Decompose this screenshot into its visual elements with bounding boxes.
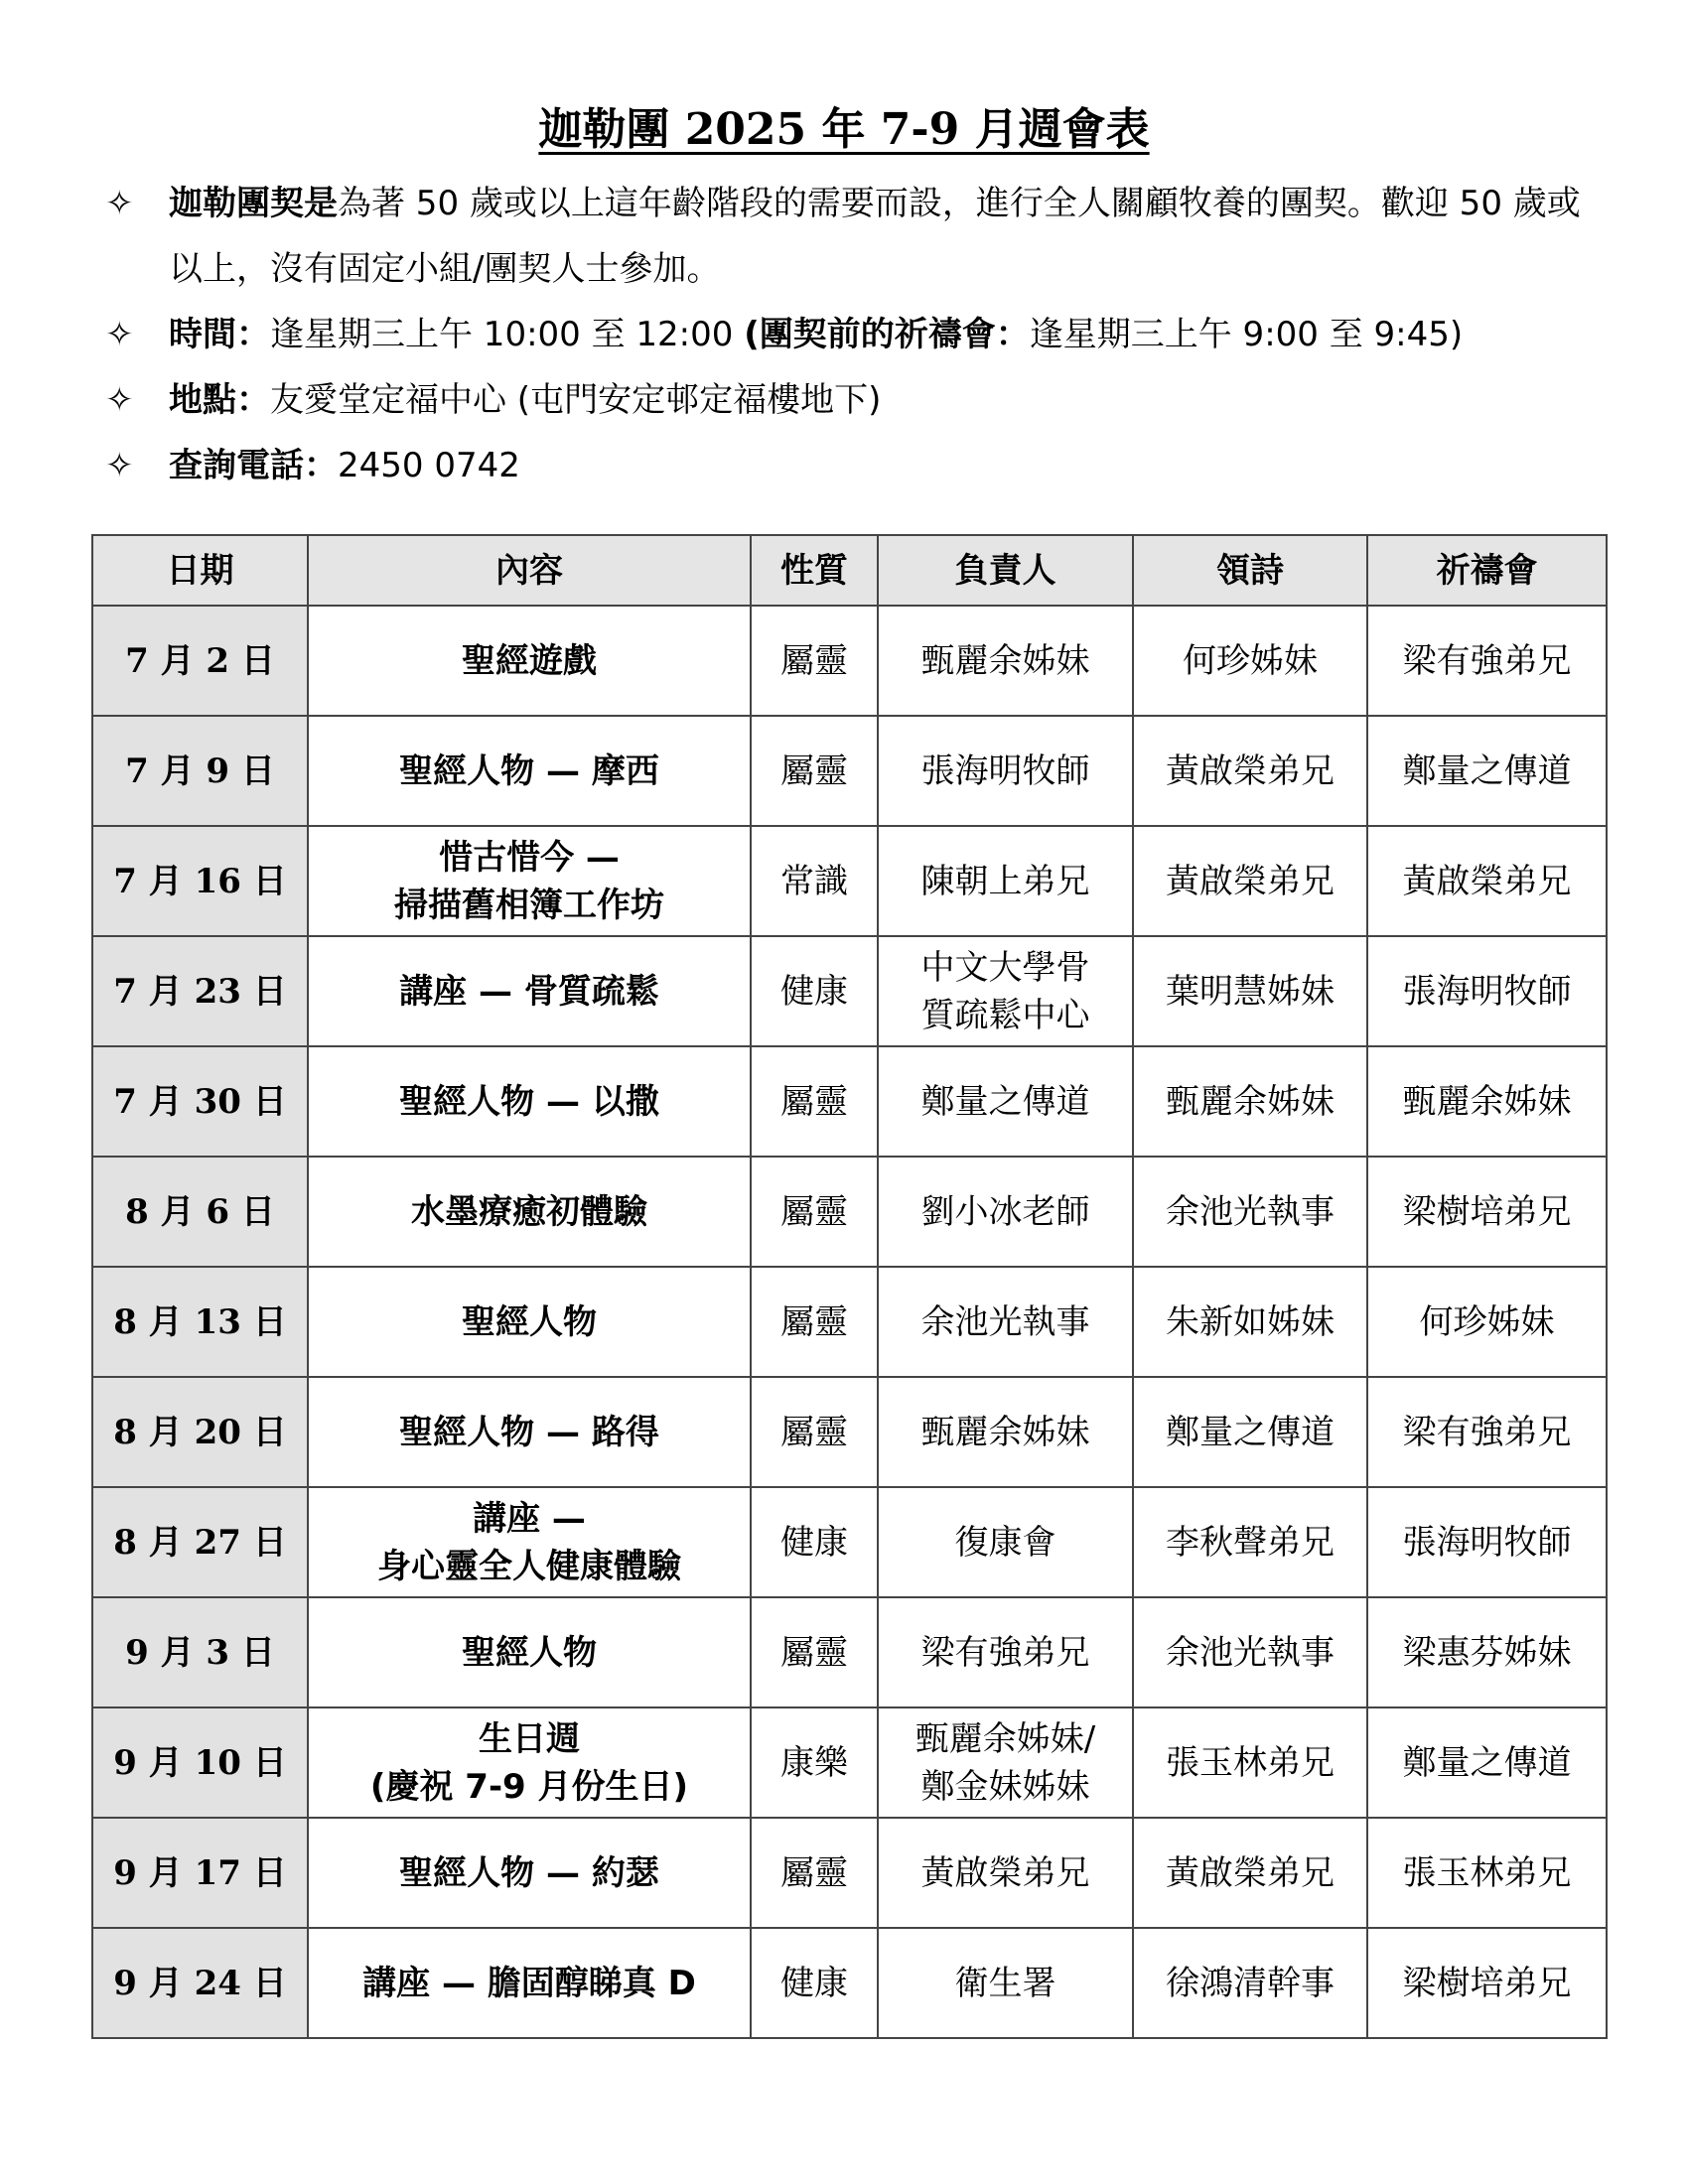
cell-person: 梁有強弟兄: [878, 1597, 1133, 1707]
cell-content: 惜古惜今 — 掃描舊相簿工作坊: [308, 826, 751, 936]
cell-nature: 屬靈: [751, 1597, 878, 1707]
cell-nature: 屬靈: [751, 716, 878, 826]
cell-prayer: 甄麗余姊妹: [1367, 1046, 1607, 1157]
cell-person: 余池光執事: [878, 1267, 1133, 1377]
table-row: [92, 1487, 1607, 1597]
place-label: 地點：: [169, 380, 270, 420]
place-text: 友愛堂定福中心 (屯門安定邨定福樓地下): [270, 380, 882, 420]
table-row: [92, 1928, 1607, 2038]
intro-text: 為著 50 歲或以上這年齡階段的需要而設，進行全人關顧牧養的團契。歡迎 50 歲或以上，沒有固定小組/團契人士參加。: [169, 184, 1581, 289]
cell-person: 張海明牧師: [878, 716, 1133, 826]
cell-date: 8 月 13 日: [92, 1267, 308, 1377]
cell-date: 7 月 16 日: [92, 826, 308, 936]
cell-nature: 屬靈: [751, 1046, 878, 1157]
cell-content: 講座 — 膽固醇睇真 D: [308, 1928, 751, 2038]
cell-nature: 健康: [751, 936, 878, 1046]
table-row: [92, 1707, 1607, 1818]
cell-nature: 常識: [751, 826, 878, 936]
cell-content: 水墨療癒初體驗: [308, 1157, 751, 1267]
page-title-text: 迦勒團 2025 年 7-9 月週會表: [538, 104, 1150, 155]
table-body: [92, 606, 1607, 2038]
cell-person: 甄麗余姊妹: [878, 606, 1133, 716]
cell-prayer: 梁有強弟兄: [1367, 606, 1607, 716]
cell-worship: 李秋聲弟兄: [1133, 1487, 1367, 1597]
cell-content: 聖經人物 — 約瑟: [308, 1818, 751, 1928]
cell-prayer: 梁樹培弟兄: [1367, 1157, 1607, 1267]
cell-prayer: 張海明牧師: [1367, 1487, 1607, 1597]
cell-date: 7 月 30 日: [92, 1046, 308, 1157]
cell-person: 陳朝上弟兄: [878, 826, 1133, 936]
table-row: [92, 936, 1607, 1046]
header-prayer: 祈禱會: [1367, 535, 1607, 606]
cell-date: 9 月 17 日: [92, 1818, 308, 1928]
cell-worship: 朱新如姊妹: [1133, 1267, 1367, 1377]
cell-date: 9 月 3 日: [92, 1597, 308, 1707]
cell-worship: 黃啟榮弟兄: [1133, 716, 1367, 826]
cell-worship: 鄭量之傳道: [1133, 1377, 1367, 1487]
cell-nature: 屬靈: [751, 1377, 878, 1487]
cell-prayer: 張海明牧師: [1367, 936, 1607, 1046]
cell-date: 8 月 20 日: [92, 1377, 308, 1487]
table-header-row: [92, 535, 1607, 606]
cell-person: 復康會: [878, 1487, 1133, 1597]
table-row: [92, 1046, 1607, 1157]
table-row: [92, 1377, 1607, 1487]
cell-person: 黃啟榮弟兄: [878, 1818, 1133, 1928]
table-row: [92, 826, 1607, 936]
cell-content: 聖經人物: [308, 1597, 751, 1707]
cell-person: 劉小冰老師: [878, 1157, 1133, 1267]
table-row: [92, 1267, 1607, 1377]
cell-date: 8 月 6 日: [92, 1157, 308, 1267]
prayer-text: 逢星期三上午 9:00 至 9:45): [1029, 315, 1464, 354]
cell-nature: 屬靈: [751, 1157, 878, 1267]
cell-prayer: 何珍姊妹: [1367, 1267, 1607, 1377]
cell-prayer: 梁樹培弟兄: [1367, 1928, 1607, 2038]
cell-date: 8 月 27 日: [92, 1487, 308, 1597]
table-row: [92, 716, 1607, 826]
cell-nature: 屬靈: [751, 606, 878, 716]
header-content: 內容: [308, 535, 751, 606]
info-phone: [99, 433, 1609, 498]
phone-label: 查詢電話：: [169, 446, 338, 485]
cell-prayer: 張玉林弟兄: [1367, 1818, 1607, 1928]
table-row: [92, 606, 1607, 716]
cell-nature: 健康: [751, 1928, 878, 2038]
cell-worship: 張玉林弟兄: [1133, 1707, 1367, 1818]
cell-content: 聖經人物: [308, 1267, 751, 1377]
bullet-star-icon: ✧: [105, 184, 134, 223]
schedule-table: [91, 534, 1608, 2039]
cell-content: 聖經人物 — 以撒: [308, 1046, 751, 1157]
bullet-star-icon: ✧: [105, 315, 134, 354]
cell-nature: 康樂: [751, 1707, 878, 1818]
cell-person: 甄麗余姊妹/ 鄭金妹姊妹: [878, 1707, 1133, 1818]
bullet-star-icon: ✧: [105, 446, 134, 485]
cell-content: 聖經人物 — 路得: [308, 1377, 751, 1487]
cell-nature: 屬靈: [751, 1267, 878, 1377]
cell-date: 9 月 24 日: [92, 1928, 308, 2038]
header-person: 負責人: [878, 535, 1133, 606]
intro-bold: 迦勒團契是: [169, 184, 338, 223]
prayer-label: (團契前的祈禱會：: [744, 315, 1030, 354]
cell-date: 7 月 9 日: [92, 716, 308, 826]
header-nature: 性質: [751, 535, 878, 606]
info-time: [99, 302, 1609, 367]
table-row: [92, 1597, 1607, 1707]
phone-text: 2450 0742: [338, 446, 520, 485]
cell-date: 9 月 10 日: [92, 1707, 308, 1818]
cell-worship: 何珍姊妹: [1133, 606, 1367, 716]
cell-worship: 甄麗余姊妹: [1133, 1046, 1367, 1157]
info-intro: [99, 171, 1609, 302]
cell-worship: 黃啟榮弟兄: [1133, 1818, 1367, 1928]
cell-date: 7 月 2 日: [92, 606, 308, 716]
time-label: 時間：: [169, 315, 270, 354]
cell-content: 講座 — 骨質疏鬆: [308, 936, 751, 1046]
time-text: 逢星期三上午 10:00 至 12:00: [270, 315, 745, 354]
header-date: 日期: [92, 535, 308, 606]
cell-worship: 黃啟榮弟兄: [1133, 826, 1367, 936]
cell-nature: 屬靈: [751, 1818, 878, 1928]
cell-date: 7 月 23 日: [92, 936, 308, 1046]
cell-prayer: 鄭量之傳道: [1367, 716, 1607, 826]
info-place: [99, 367, 1609, 433]
table-row: [92, 1818, 1607, 1928]
cell-person: 中文大學骨 質疏鬆中心: [878, 936, 1133, 1046]
cell-prayer: 鄭量之傳道: [1367, 1707, 1607, 1818]
cell-content: 生日週 (慶祝 7-9 月份生日): [308, 1707, 751, 1818]
cell-prayer: 梁有強弟兄: [1367, 1377, 1607, 1487]
page-title: [0, 95, 1688, 165]
header-worship: 領詩: [1133, 535, 1367, 606]
bullet-star-icon: ✧: [105, 380, 134, 420]
cell-worship: 余池光執事: [1133, 1597, 1367, 1707]
info-section: [99, 171, 1609, 498]
cell-worship: 葉明慧姊妹: [1133, 936, 1367, 1046]
cell-content: 聖經人物 — 摩西: [308, 716, 751, 826]
table-row: [92, 1157, 1607, 1267]
cell-nature: 健康: [751, 1487, 878, 1597]
cell-person: 鄭量之傳道: [878, 1046, 1133, 1157]
cell-prayer: 梁惠芬姊妹: [1367, 1597, 1607, 1707]
cell-content: 聖經遊戲: [308, 606, 751, 716]
cell-prayer: 黃啟榮弟兄: [1367, 826, 1607, 936]
cell-person: 衛生署: [878, 1928, 1133, 2038]
cell-person: 甄麗余姊妹: [878, 1377, 1133, 1487]
cell-worship: 余池光執事: [1133, 1157, 1367, 1267]
cell-content: 講座 — 身心靈全人健康體驗: [308, 1487, 751, 1597]
cell-worship: 徐鴻清幹事: [1133, 1928, 1367, 2038]
